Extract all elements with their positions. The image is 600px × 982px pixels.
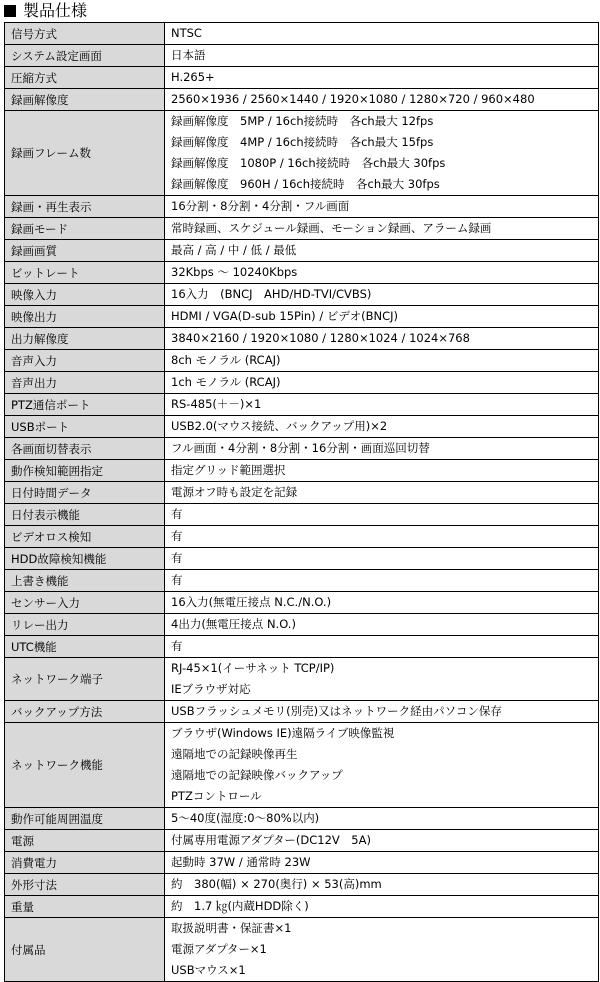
spec-row (5, 592, 599, 614)
spec-value-line: 録画解像度 5MP / 16ch接続時 各ch最大 12fps (171, 114, 434, 128)
spec-value-line: H.265+ (171, 70, 215, 84)
spec-label: PTZ通信ポート (5, 394, 165, 416)
spec-label: 消費電力 (5, 852, 165, 874)
spec-value-line: 録画解像度 4MP / 16ch接続時 各ch最大 15fps (171, 135, 434, 149)
spec-value (165, 284, 599, 306)
spec-value (165, 658, 599, 701)
spec-value-line: 16分割・8分割・4分割・フル画面 (171, 199, 350, 213)
spec-value-line: USB2.0(マウス接続、バックアップ用)×2 (171, 419, 388, 433)
spec-label: 信号方式 (5, 23, 165, 45)
spec-row (5, 372, 599, 394)
spec-value-line: 3840×2160 / 1920×1080 / 1280×1024 / 1024×768 (171, 331, 470, 345)
spec-row (5, 240, 599, 262)
spec-value-line: RS-485(＋－)×1 (171, 397, 262, 411)
spec-value-line: 録画解像度 1080P / 16ch接続時 各ch最大 30fps (171, 156, 446, 170)
spec-row (5, 570, 599, 592)
spec-value-line: 16入力(無電圧接点 N.C./N.O.) (171, 595, 332, 609)
spec-value-line: 有 (171, 639, 183, 653)
spec-value-line: 起動時 37W / 通常時 23W (171, 855, 311, 869)
spec-label: センサー入力 (5, 592, 165, 614)
spec-value (165, 852, 599, 874)
spec-label: 各画面切替表示 (5, 438, 165, 460)
spec-row (5, 548, 599, 570)
spec-value-line: NTSC (171, 26, 202, 40)
spec-value (165, 808, 599, 830)
spec-value (165, 306, 599, 328)
spec-label: 録画フレーム数 (5, 111, 165, 196)
spec-value (165, 570, 599, 592)
spec-row (5, 45, 599, 67)
spec-value (165, 372, 599, 394)
spec-value-line: IEブラウザ対応 (171, 682, 251, 696)
spec-row (5, 658, 599, 701)
spec-row (5, 874, 599, 896)
spec-row (5, 482, 599, 504)
spec-value-line: PTZコントロール (171, 789, 262, 803)
spec-value-line: 32Kbps 〜 10240Kbps (171, 265, 298, 279)
spec-value (165, 896, 599, 918)
spec-value (165, 918, 599, 982)
spec-value (165, 328, 599, 350)
spec-row (5, 504, 599, 526)
section-header (0, 0, 600, 22)
spec-row (5, 526, 599, 548)
spec-value-line: 8ch モノラル (RCAJ) (171, 353, 281, 367)
spec-value (165, 416, 599, 438)
spec-value-line: ブラウザ(Windows IE)遠隔ライブ映像監視 (171, 726, 395, 740)
spec-row (5, 723, 599, 808)
spec-row (5, 416, 599, 438)
spec-value-line: 電源アダプター×1 (171, 942, 267, 956)
spec-value-line: HDMI / VGA(D-sub 15Pin) / ビデオ(BNCJ) (171, 309, 399, 323)
spec-table-body (5, 23, 599, 982)
spec-label: 出力解像度 (5, 328, 165, 350)
spec-label: 重量 (5, 896, 165, 918)
spec-value (165, 240, 599, 262)
spec-row (5, 394, 599, 416)
spec-label: USBポート (5, 416, 165, 438)
spec-value (165, 723, 599, 808)
spec-value-line: USBフラッシュメモリ(別売)又はネットワーク経由パソコン保存 (171, 704, 502, 718)
spec-row (5, 306, 599, 328)
spec-label: ビットレート (5, 262, 165, 284)
spec-label: システム設定画面 (5, 45, 165, 67)
spec-label: 録画・再生表示 (5, 196, 165, 218)
spec-label: HDD故障検知機能 (5, 548, 165, 570)
spec-label: 音声入力 (5, 350, 165, 372)
spec-value-line: 有 (171, 529, 183, 543)
spec-label: 映像出力 (5, 306, 165, 328)
spec-value-line: 指定グリッド範囲選択 (171, 463, 286, 477)
spec-value (165, 438, 599, 460)
spec-label: 動作可能周囲温度 (5, 808, 165, 830)
spec-value-line: 1ch モノラル (RCAJ) (171, 375, 281, 389)
spec-value-line: フル画面・4分割・8分割・16分割・画面巡回切替 (171, 441, 430, 455)
spec-row (5, 218, 599, 240)
spec-value (165, 350, 599, 372)
spec-label: バックアップ方法 (5, 701, 165, 723)
spec-value-line: 5〜40度(湿度:0〜80%以内) (171, 811, 320, 825)
spec-value (165, 874, 599, 896)
section-title: 製品仕様 (23, 1, 88, 20)
spec-row (5, 808, 599, 830)
spec-value (165, 504, 599, 526)
spec-row (5, 896, 599, 918)
spec-label: 録画解像度 (5, 89, 165, 111)
spec-label: 外形寸法 (5, 874, 165, 896)
spec-value-line: 有 (171, 507, 183, 521)
spec-value (165, 636, 599, 658)
spec-label: 動作検知範囲指定 (5, 460, 165, 482)
spec-value-line: 取扱説明書・保証書×1 (171, 921, 292, 935)
black-square-icon (4, 5, 16, 17)
spec-label: 録画モード (5, 218, 165, 240)
spec-label: 音声出力 (5, 372, 165, 394)
spec-table (4, 22, 599, 982)
spec-label: UTC機能 (5, 636, 165, 658)
spec-row (5, 350, 599, 372)
spec-value (165, 830, 599, 852)
spec-row (5, 67, 599, 89)
spec-label: 付属品 (5, 918, 165, 982)
spec-row (5, 111, 599, 196)
spec-value (165, 548, 599, 570)
spec-label: 電源 (5, 830, 165, 852)
spec-row (5, 196, 599, 218)
spec-label: リレー出力 (5, 614, 165, 636)
spec-row (5, 262, 599, 284)
spec-value-line: 有 (171, 551, 183, 565)
spec-row (5, 701, 599, 723)
spec-value (165, 45, 599, 67)
spec-row (5, 23, 599, 45)
spec-value (165, 89, 599, 111)
spec-label: 圧縮方式 (5, 67, 165, 89)
spec-value (165, 701, 599, 723)
spec-row (5, 284, 599, 306)
spec-label: 録画画質 (5, 240, 165, 262)
spec-row (5, 830, 599, 852)
spec-value (165, 592, 599, 614)
spec-value-line: 16入力 (BNCJ AHD/HD-TVI/CVBS) (171, 287, 372, 301)
spec-row (5, 614, 599, 636)
spec-label: 日付表示機能 (5, 504, 165, 526)
spec-label: 上書き機能 (5, 570, 165, 592)
spec-value-line: 電源オフ時も設定を記録 (171, 485, 298, 499)
spec-value-line: 録画解像度 960H / 16ch接続時 各ch最大 30fps (171, 177, 440, 191)
spec-value (165, 394, 599, 416)
spec-value (165, 23, 599, 45)
spec-row (5, 328, 599, 350)
spec-value-line: 常時録画、スケジュール録画、モーション録画、アラーム録画 (171, 221, 492, 235)
spec-value (165, 460, 599, 482)
spec-row (5, 636, 599, 658)
spec-row (5, 89, 599, 111)
spec-value (165, 614, 599, 636)
spec-label: 日付時間データ (5, 482, 165, 504)
spec-value-line: 遠隔地での記録映像バックアップ (171, 768, 343, 782)
spec-label: 映像入力 (5, 284, 165, 306)
spec-value-line: 2560×1936 / 2560×1440 / 1920×1080 / 1280×720 / 960×480 (171, 92, 535, 106)
spec-row (5, 460, 599, 482)
spec-value-line: 約 1.7 ㎏(内蔵HDD除く) (171, 899, 309, 913)
spec-row (5, 918, 599, 982)
spec-value-line: 最高 / 高 / 中 / 低 / 最低 (171, 243, 297, 257)
spec-value-line: RJ-45×1(イーサネット TCP/IP) (171, 661, 335, 675)
spec-row (5, 438, 599, 460)
spec-label: ネットワーク端子 (5, 658, 165, 701)
spec-value (165, 196, 599, 218)
spec-label: ビデオロス検知 (5, 526, 165, 548)
spec-value (165, 67, 599, 89)
spec-value-line: USBマウス×1 (171, 963, 246, 977)
spec-value-line: 約 380(幅) × 270(奥行) × 53(高)mm (171, 877, 382, 891)
spec-value-line: 日本語 (171, 48, 206, 62)
spec-value (165, 482, 599, 504)
spec-value (165, 262, 599, 284)
spec-value-line: 4出力(無電圧接点 N.O.) (171, 617, 296, 631)
spec-value (165, 526, 599, 548)
spec-value-line: 遠隔地での記録映像再生 (171, 747, 298, 761)
spec-label: ネットワーク機能 (5, 723, 165, 808)
spec-value-line: 付属専用電源アダプター(DC12V 5A) (171, 833, 371, 847)
spec-value (165, 218, 599, 240)
spec-row (5, 852, 599, 874)
spec-value (165, 111, 599, 196)
spec-value-line: 有 (171, 573, 183, 587)
